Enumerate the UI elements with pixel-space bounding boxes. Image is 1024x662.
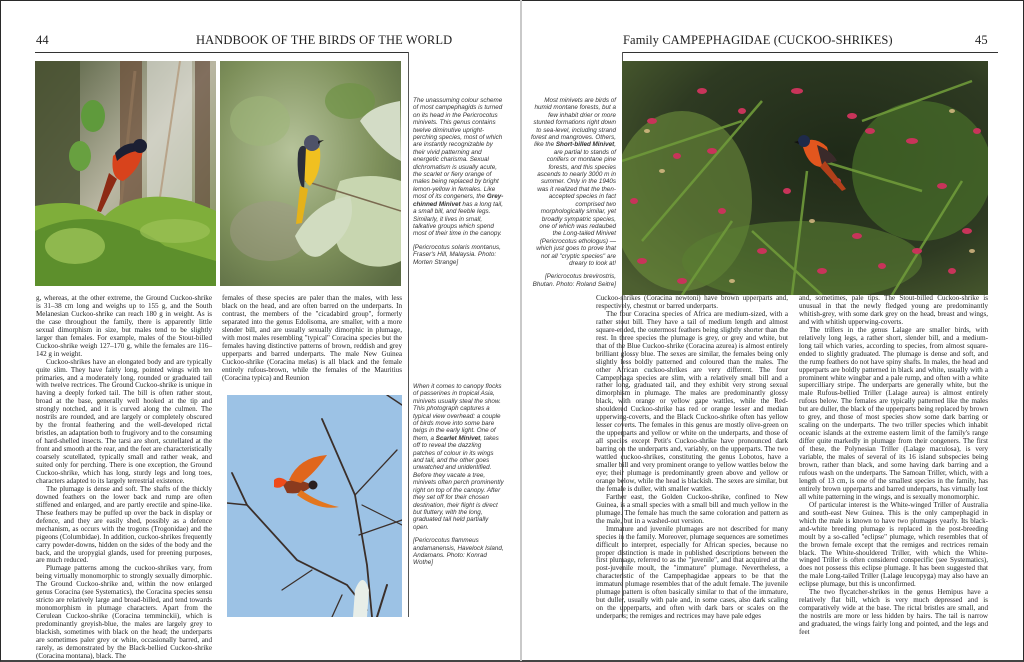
photo-caption-grey-chinned-minivet xyxy=(413,97,505,272)
body-column-2 xyxy=(222,295,402,382)
paragraph: Of particular interest is the White-winged Triller of Australia and south-east New Guinea. This is the only campephagid in which the male is known to have two plumages yearly. Its black-and-white breeding plumage is replaced in the post-breeding moult by a so-called "eclipse" plumage, which resembles that of the brown female except that the remiges and rectrices remain black. The White-shouldered Triller, with which the White-winged Triller is often considered conspecific (see Systematics), does not possess this eclipse plumage. It has been suggested that the male Long-tailed Triller (Lalage leucopyga) may also have an eclipse plumage, but this is unconfirmed. xyxy=(799,500,988,589)
body-column-1 xyxy=(596,295,788,621)
caption-species: Grey-chinned Minivet xyxy=(413,193,504,208)
page-number: 44 xyxy=(36,33,49,47)
paragraph: Plumage patterns among the cuckoo-shrikes vary, from being virtually monomorphic to strongly sexually dimorphic. The Ground Cuckoo-shrike and, within the now enlarged genus Coracina (see Systematics), the Coracina species sensu stricto are relatively large and broad-billed, and tend towards monomorphism in plumage characters. Apart from the Cerulean Cuckoo-shrike (Coracina temminckii), which is predominantly greyish-blue, the males are largely grey to blackish, sometimes with black on the head; the underparts are sometimes paler grey or white, occasionally barred, and rarely, as demonstrated by the Black-bellied Cuckoo-shrike (Coracina montana), black. The xyxy=(36,564,212,660)
caption-divider xyxy=(408,52,409,617)
photo-long-tailed-minivet xyxy=(35,61,216,286)
caption-species: Short-billed Minivet xyxy=(555,141,615,149)
paragraph: The two flycatcher-shrikes in the genus Hemipus have a relatively flat bill, which is very much depressed and is comparatively wide at the base. The rictal bristles are small, and the nostrils are more or less hidden by hairs. The tail is narrow and graduated, the wings fairly long and pointed, and the legs and feet xyxy=(799,588,988,637)
running-head: Family CAMPEPHAGIDAE (CUCKOO-SHRIKES) xyxy=(623,33,893,47)
paragraph: Farther east, the Golden Cuckoo-shrike, confined to New Guinea, is a small species with a small bill and much yellow in the plumage. The female has much the same coloration and pattern as the male, but in a washed-out version. xyxy=(596,492,788,525)
long-tailed-minivet-photo xyxy=(35,61,216,286)
header-rule xyxy=(622,52,998,53)
grey-chinned-minivet-photo xyxy=(220,61,401,286)
header-rule xyxy=(35,52,409,53)
photo-credit: [Pericrocotus brevirostris, Bhutan. Photo: Roland Seitre] xyxy=(532,273,616,288)
paragraph: The plumage is dense and soft. The shafts of the thickly downed feathers on the lower back and rump are often stiffened and enlarged, and are partly erectile and spine-like. These feathers may be puffed up over the back in display or defence, and they are easily shed, possibly as a defence mechanism, as occurs with the trogons (Trogonidae) and the pigeons (Columbidae). In addition, cuckoo-shrikes frequently carry powder-downs, hidden on the sides of the body and the back, and the uropygial glands, used for preening purposes, are much reduced. xyxy=(36,484,212,565)
photo-credit: [Pericrocotus flammeus andamanensis, Havelock Island, Andamans. Photo: Konrad Wothe] xyxy=(413,537,504,567)
paragraph: Immature and juvenile plumages are not described for many species in the family. Moreover, plumage sequences are sometimes difficult to interpret, especially for African species, because no proper distinction is made in published descriptions between the first plumage, referred to as the "juvenile", and that acquired at the post-juvenile moult, the "immature" plumage. Nevertheless, a characteristic of the Campephagidae appears to be that the immature plumage resembles that of the adult female. The juvenile plumage pattern is often basically similar to that of the immature, but duller, usually with pale and, in some cases, also dark scaling on the upperparts, and often with dark bars or scales on the underparts; the remiges and rectrices may have pale edges xyxy=(596,524,788,621)
photo-caption-scarlet-minivet xyxy=(413,383,505,573)
caption-text: Most minivets are birds of humid montane forests, but a few inhabit drier or more stunted formations right down to sea-level, including strand forest and mangroves. Others, like the Short-billed Minivet, are partial to stands of conifers or montane pine forests, and this species ascends to nearly 3000 m in summer. Only in the 1940s was it realized that the then-accepted species in fact comprised two morphologically similar, yet broadly sympatric species, one of which was redaubed the Long-tailed Minivet (Pericrocotus ethologus) —which just goes to prove that not all "cryptic species" are dreary to look at! xyxy=(530,97,616,267)
caption-species: Scarlet Minivet xyxy=(435,434,481,442)
paragraph: The four Coracina species of Africa are medium-sized, with a rather stout bill. They have a tail of medium length and almost square-ended, the outermost feathers being slightly shorter than the rest. In three species the plumage is grey, or grey and white, but that of the Blue Cuckoo-shrike (Coracina azurea) is almost entirely brilliant glossy blue. The sexes are similar, the females being only slightly less boldly patterned and coloured than the males. The other African cuckoo-shrikes are very different. The four Campephaga species are slim, with a relatively small bill and a rather long, graduated tail, and they exhibit very strong sexual dimorphism in plumage. The males are predominantly glossy black, with orange or yellow gape wattles, while the Red-shouldered Cuckoo-shrike has red or orange lesser and median upperwing-coverts, and the Black Cuckoo-shrike often has yellow lesser coverts. The females in this genus are mostly olive-green on the upperparts and yellow or white on the underparts, and those of all species except Petit's Cuckoo-shrike have pronounced dark barring on the underparts and, variably, on the upperparts. The two wattled cuckoo-shrikes, constituting the genus Lobotos, have a smaller bill and very prominent orange to yellow wattles below the eye; their plumage is predominantly green above and yellow or orange below, while the head is blackish. The sexes are similar, but the female is duller, with smaller wattles. xyxy=(596,309,788,493)
short-billed-minivet-photo xyxy=(622,61,988,295)
paragraph: The trillers in the genus Lalage are smaller birds, with relatively long legs, a rather short, slender bill, and a medium-long tail which varies, according to species, from almost square-ended to slightly graduated. The plumage is dense and soft, and the rump feathers do not have spiny shafts. In males, the head and upperparts are boldly patterned in black and white, usually with a prominent white wingbar and a pale rump, and often with a white supercilliary stripe. The underparts are generally white, but the male Rufous-bellied Triller (Lalage aurea) is almost entirely rufous below. The females are typically patterned like the males but are duller, the black of the upperparts being replaced by brown to grey, and those of most species show some dark barring or scaling on the underparts. The two triller species which inhabit oceanic islands at the extreme eastern limit of the family's range differ quite markedly in plumage from their congeners. The first of these, the Polynesian Triller (Lalage maculosa), is very variable, the males of several of its 16 island subspecies being brown, rather than black, and some having dark barring and a rufous wash on the underparts. The Samoan Triller, which, with a length of 13 cm, is one of the smallest species in the family, has entirely brown upperparts and barred underparts, has virtually lost all white patterning in the wings, and is sexually monomorphic. xyxy=(799,325,988,501)
photo-short-billed-minivet xyxy=(622,61,988,295)
paragraph: g, whereas, at the other extreme, the Ground Cuckoo-shrike is 31–38 cm long and weighs up to 155 g, and the South Melanesian Cuckoo-shrike can reach 180 g in weight. As is the case throughout the family, there is apparently little sexual dimorphism in size, but males tend to be slightly larger than females. For example, males of the Stout-billed Cuckoo-shrike weigh 127–170 g, while the females are 116–142 g in weight. xyxy=(36,294,212,358)
caption-text: When it comes to canopy flocks of passerines in tropical Asia, minivets usually steal the show. This photograph captures a typical view overhead: a couple of birds move into some bare twigs in the early light. One of them, a Scarlet Minivet, takes off to reveal the dazzling patches of colour in its wings and tail, and the other goes unwatched and unidentified. Before they vacate a tree, minivets often perch prominently right on top of the canopy. After they set off for their chosen destination, their flight is direct but fluttery, with the long, graduated tail held partially open. xyxy=(413,383,504,531)
paragraph: Cuckoo-shrikes have an elongated body and are typically quite slim. They have fairly long, pointed wings with ten primaries, and a moderately long, rounded or graduated tail with twelve rectrices. The Ground Cuckoo-shrike is unique in having a deeply forked tail. The bill is often rather stout, broad at the base, generally well hooked at the tip and strongly notched, and it is curved along the culmen. The nostrils are rounded, and are largely or completely obscured by the frontal feathering and the well-developed rictal bristles, an adaptation both to frugivory and to the consuming of hard-shelled insects. The tarsi are short, scutellated at the front and smooth at the rear, and the feet are characteristically coarsely scutellated, typically small and rather weak, and suited only for perching. There is one exception, the Ground Cuckoo-shrike, which has long, sturdy legs and long toes, characters adapted to its largely terrestrial existence. xyxy=(36,357,212,485)
photo-scarlet-minivet-flight xyxy=(227,395,402,617)
page-number: 45 xyxy=(975,33,988,47)
paragraph: females of these species are paler than the males, with less black on the head, and are often barred on the underparts. In contrast, the members of the "cicadabird group", formerly separated into the genus Edolisoma, are smaller, with a more slender bill, and are usually sexually dimorphic in plumage, with most males resembling "typical" Coracina species but the females having distinctive patterns of brown, reddish and grey upperparts and barred underparts. The male New Guinea Cuckoo-shrike (Coracina melas) is all black and the female entirely rufous-brown, while the females of the Mauritius (Coracina typica) and Reunion xyxy=(222,294,402,382)
scarlet-minivet-flight-photo xyxy=(227,395,402,617)
photo-credit: [Pericrocotus solaris montanus, Fraser's Hill, Malaysia. Photo: Morten Strange] xyxy=(413,243,501,266)
body-column-2 xyxy=(799,295,988,637)
paragraph: Cuckoo-shrikes (Coracina newtoni) have brown upperparts and, respectively, chestnut or barred underparts. xyxy=(596,294,788,310)
caption-text: The unassuming colour scheme of most campephagids is turned on its head in the Pericrocotus minivets. This genus contains twelve diminutive upright-perching species, most of which are instantly recognizable by their vivid patterning and energetic charisma. Sexual dichromatism is usually acute, the scarlet or fiery orange of males being replaced by bright lemon-yellow in females. Like most of its congeners, the Grey-chinned Minivet has a long tail, a small bill, and feeble legs. Similarly, it lives in small, talkative groups which spend most of their time in the canopy. xyxy=(413,97,504,238)
photo-grey-chinned-minivet xyxy=(220,61,401,286)
paragraph: and, sometimes, pale tips. The Stout-billed Cuckoo-shrike is unusual in that the newly fledged young are predominantly whitish-grey, with some dark grey on the head, breast and wings, and with whitish upperwing-coverts. xyxy=(799,294,988,326)
body-column-1 xyxy=(36,295,212,661)
photo-caption-short-billed-minivet xyxy=(530,97,616,294)
running-head: HANDBOOK OF THE BIRDS OF THE WORLD xyxy=(196,33,453,47)
right-page xyxy=(522,0,1024,661)
